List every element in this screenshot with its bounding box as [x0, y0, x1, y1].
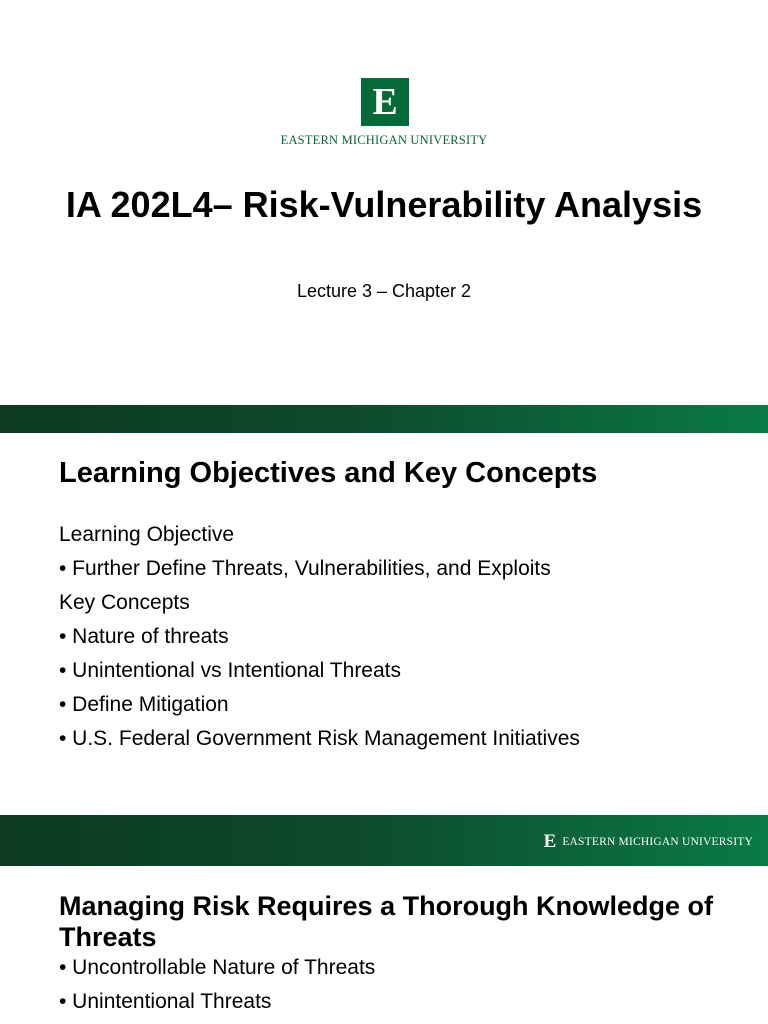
banner-logo — [544, 832, 753, 851]
slide-subtitle: Lecture 3 – Chapter 2 — [296, 281, 472, 301]
university-logo-icon — [361, 78, 409, 126]
list-item: Learning Objective — [59, 523, 235, 546]
green-banner-header — [0, 815, 768, 866]
threats-title: Managing Risk Requires a Thorough Knowledge of Threats — [59, 891, 714, 952]
title-slide — [0, 0, 768, 405]
list-item: • Nature of threats — [59, 625, 229, 648]
green-banner-divider — [0, 405, 768, 433]
list-item: Key Concepts — [59, 591, 190, 614]
list-item: • U.S. Federal Government Risk Management Initiatives — [59, 727, 580, 750]
banner-university-name: EASTERN MICHIGAN UNIVERSITY — [562, 835, 753, 848]
list-item: • Define Mitigation — [59, 693, 229, 716]
list-item: • Unintentional vs Intentional Threats — [59, 659, 401, 682]
university-name: EASTERN MICHIGAN UNIVERSITY — [280, 133, 488, 147]
objectives-list — [59, 521, 739, 759]
threats-list — [59, 954, 739, 1022]
list-item: • Further Define Threats, Vulnerabilities, and Exploits — [59, 557, 551, 580]
logo-letter: E — [372, 81, 398, 123]
slide-title: IA 202L4– Risk-Vulnerability Analysis — [65, 184, 703, 225]
logo-e-icon: E — [543, 831, 557, 852]
list-item: • Unintentional Threats — [59, 990, 272, 1013]
objectives-title: Learning Objectives and Key Concepts — [59, 457, 598, 489]
list-item: • Uncontrollable Nature of Threats — [59, 956, 376, 979]
